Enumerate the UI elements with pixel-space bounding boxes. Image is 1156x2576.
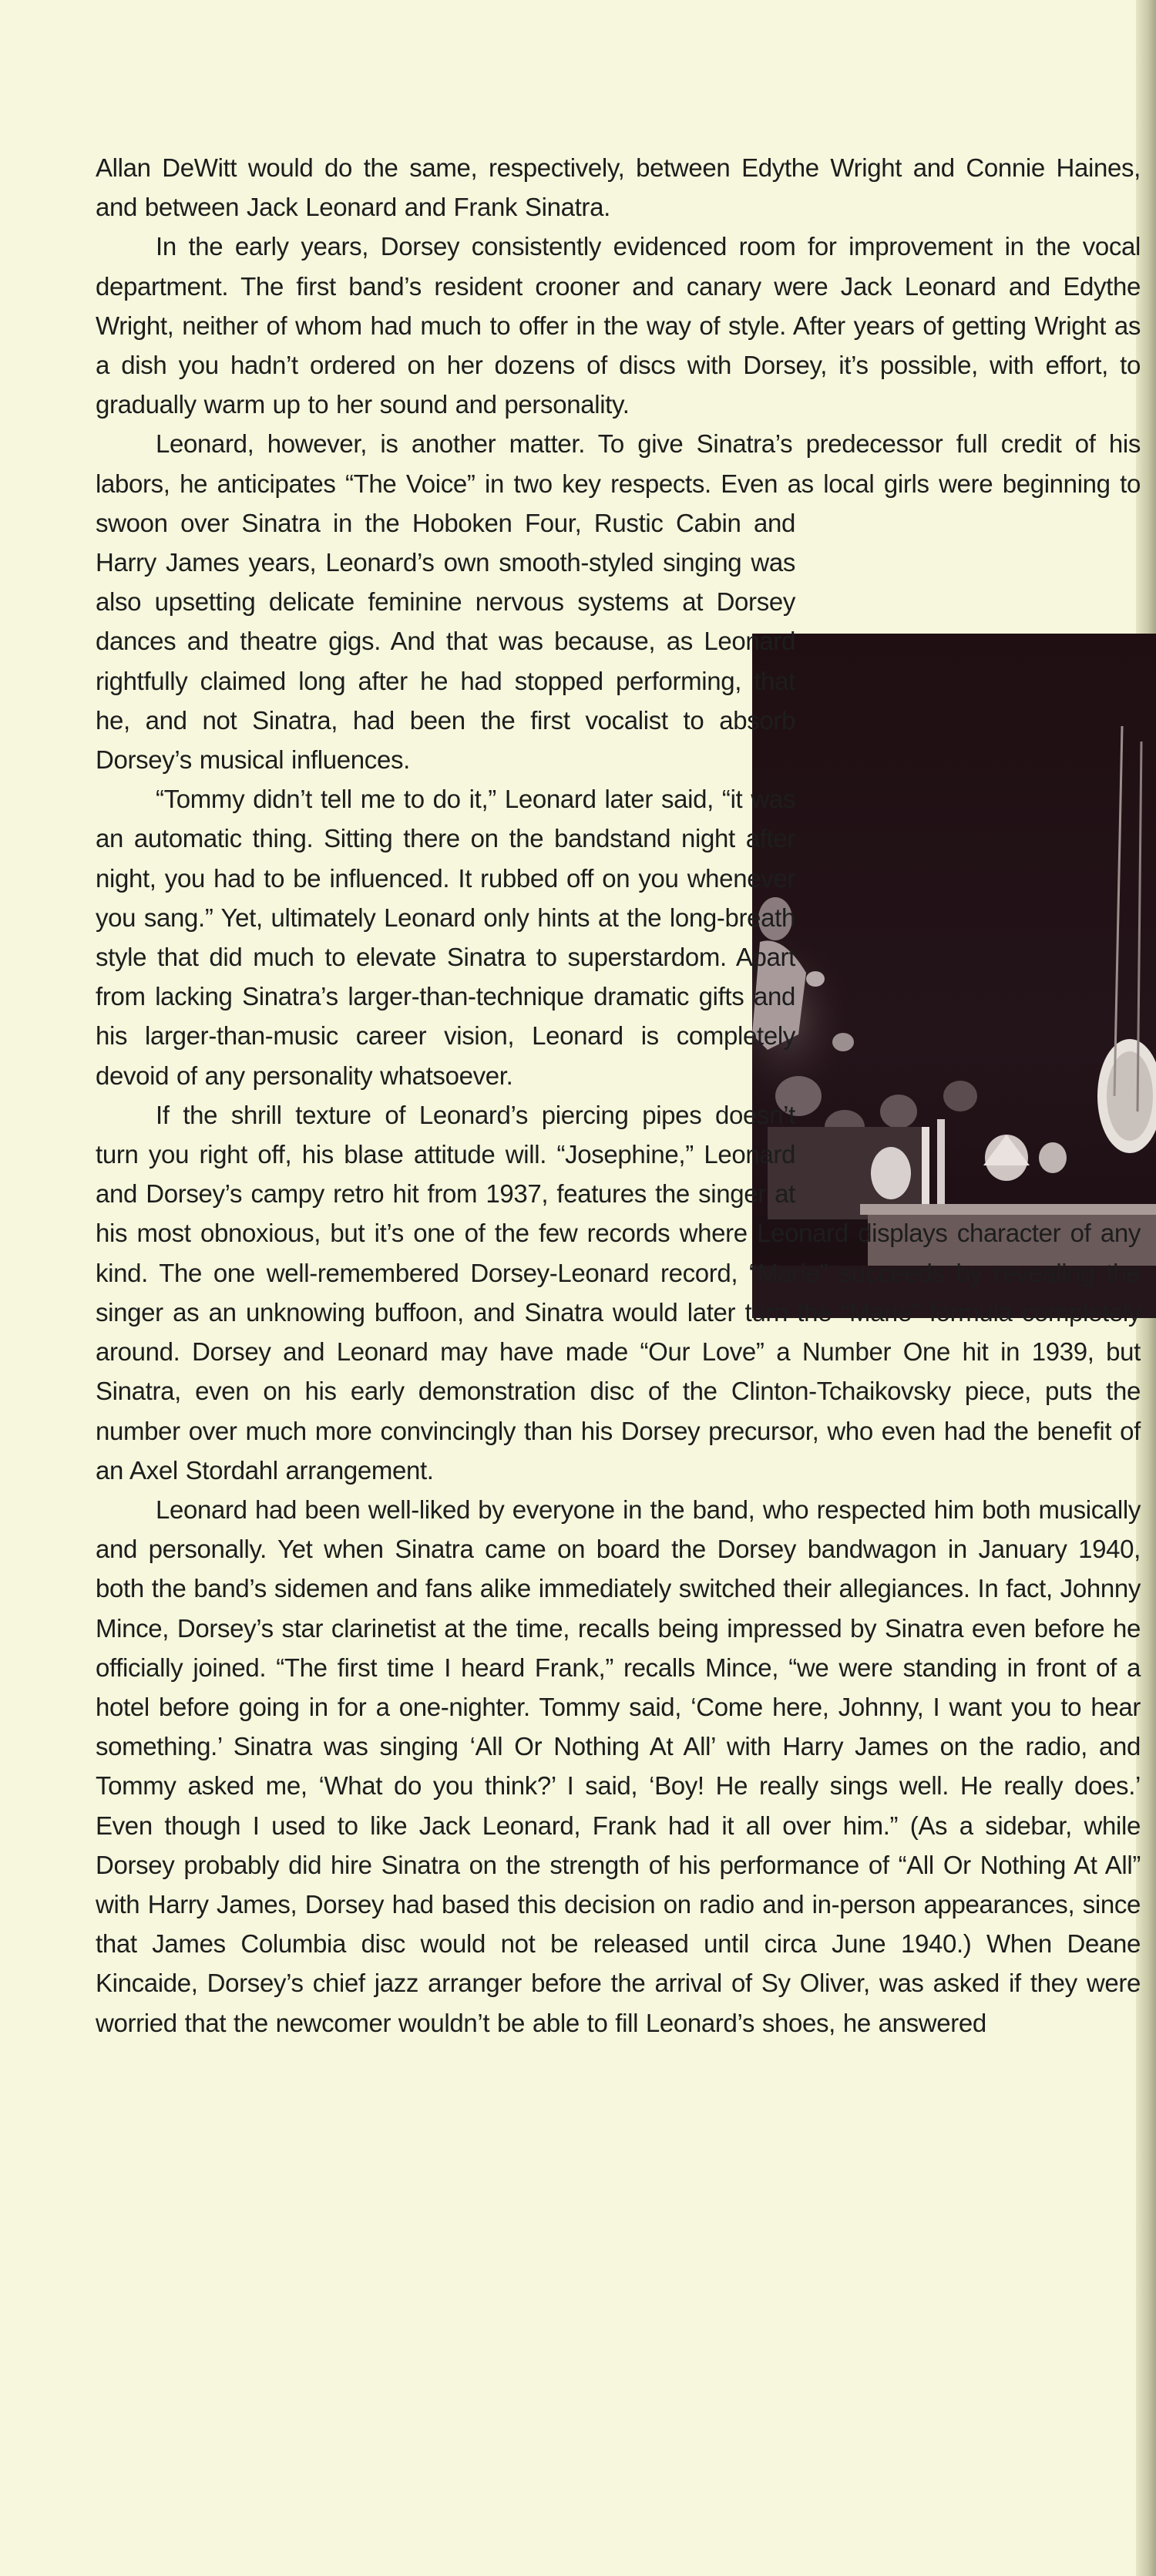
paragraph-4: “Tommy didn’t tell me to do it,” Leonard later said, “it was an automatic thing. Sitting there on the bandstand night after night, you had to be influenced. It rubbed off on you whenever you sang.” Yet, ultimately Leonard only hints at the long-breath style that did much to elevate Sinatra to superstardom. Apart from lacking Sinatra’s larger-than-technique dramatic gifts and his larger-than-music career vision, Leonard is completely devoid of any personality whatsoever. [96, 785, 795, 1090]
paragraph-5: If the shrill texture of Leonard’s piercing pipes doesn’t turn you right off, his blase attitude will. “Josephine,” Leonard and Dorsey’s campy retro hit from 1937, features the singer at his most obnoxious, but it’s one of the few records where Leonard displays character of any kind. The one well-remembered Dorsey-Leonard record, “Marie” succeeds by revealing the singer as an unknowing buffoon, and Sinatra would later turn the “Marie” formula completely around. Dorsey and Leonard may have made “Our Love” a Number One hit in 1939, but Sinatra, even on his early demonstration disc of the Clinton-Tchaikovsky piece, puts the number over much more convincingly than his Dorsey precursor, who even had the benefit of an Axel Stordahl arrangement. [96, 1100, 1141, 1485]
paragraph-3: Leonard, however, is another matter. To give Sinatra’s predecessor full credit of his labors, he anticipates “The Voice” in two key respects. Even as local girls were beginning to swoon over Sinatra in the Hoboken Four, Rustic Cabin and Harry James years, Leonard’s own smooth-styled singing was also upsetting delicate feminine nervous systems at Dorsey dances and theatre gigs. And that was because, as Leonard rightfully claimed long after he had stopped performing, that he, and not Sinatra, had been the first vocalist to absorb Dorsey’s musical influences. [96, 424, 1141, 779]
paragraph-6: Leonard had been well-liked by everyone in the band, who respected him both musically and personally. Yet when Sinatra came on board the Dorsey bandwagon in January 1940, both the band’s sidemen and fans alike immediately switched their allegiances. In fact, Johnny Mince, Dorsey’s star clarinetist at the time, recalls being impressed by Sinatra even before he officially joined. “The first time I heard Frank,” recalls Mince, “we were standing in front of a hotel before going in for a one-nighter. Tommy said, ‘Come here, Johnny, I want you to hear something.’ Sinatra was singing ‘All Or Nothing At All’ with Harry James on the radio, and Tommy asked me, ‘What do you think?’ I said, ‘Boy! He really sings well. He really does.’ Even though I used to like Jack Leonard, Frank had it all over him.” (As a sidebar, while Dorsey probably did hire Sinatra on the strength of his performance of “All Or Nothing At All” with Harry James, Dorsey had based this decision on radio and in-person appearances, since that James Columbia disc would not be released until circa June 1940.) When Deane Kincaide, Dorsey’s chief jazz arranger before the arrival of Sy Oliver, was asked if they were worried that the newcomer wouldn’t be able to fill Leonard’s shoes, he answered [96, 1495, 1141, 2037]
photo-spacer [814, 508, 1141, 1192]
article-body [96, 148, 1141, 2043]
paragraph-2: In the early years, Dorsey consistently evidenced room for improvement in the vocal department. The first band’s resident crooner and canary were Jack Leonard and Edythe Wright, neither of whom had much to offer in the way of style. After years of getting Wright as a dish you hadn’t ordered on her dozens of discs with Dorsey, it’s possible, with effort, to gradually warm up to her sound and personality. [96, 232, 1141, 419]
paragraph-1: Allan DeWitt would do the same, respectively, between Edythe Wright and Connie Haines, and between Jack Leonard and Frank Sinatra. [96, 153, 1141, 222]
